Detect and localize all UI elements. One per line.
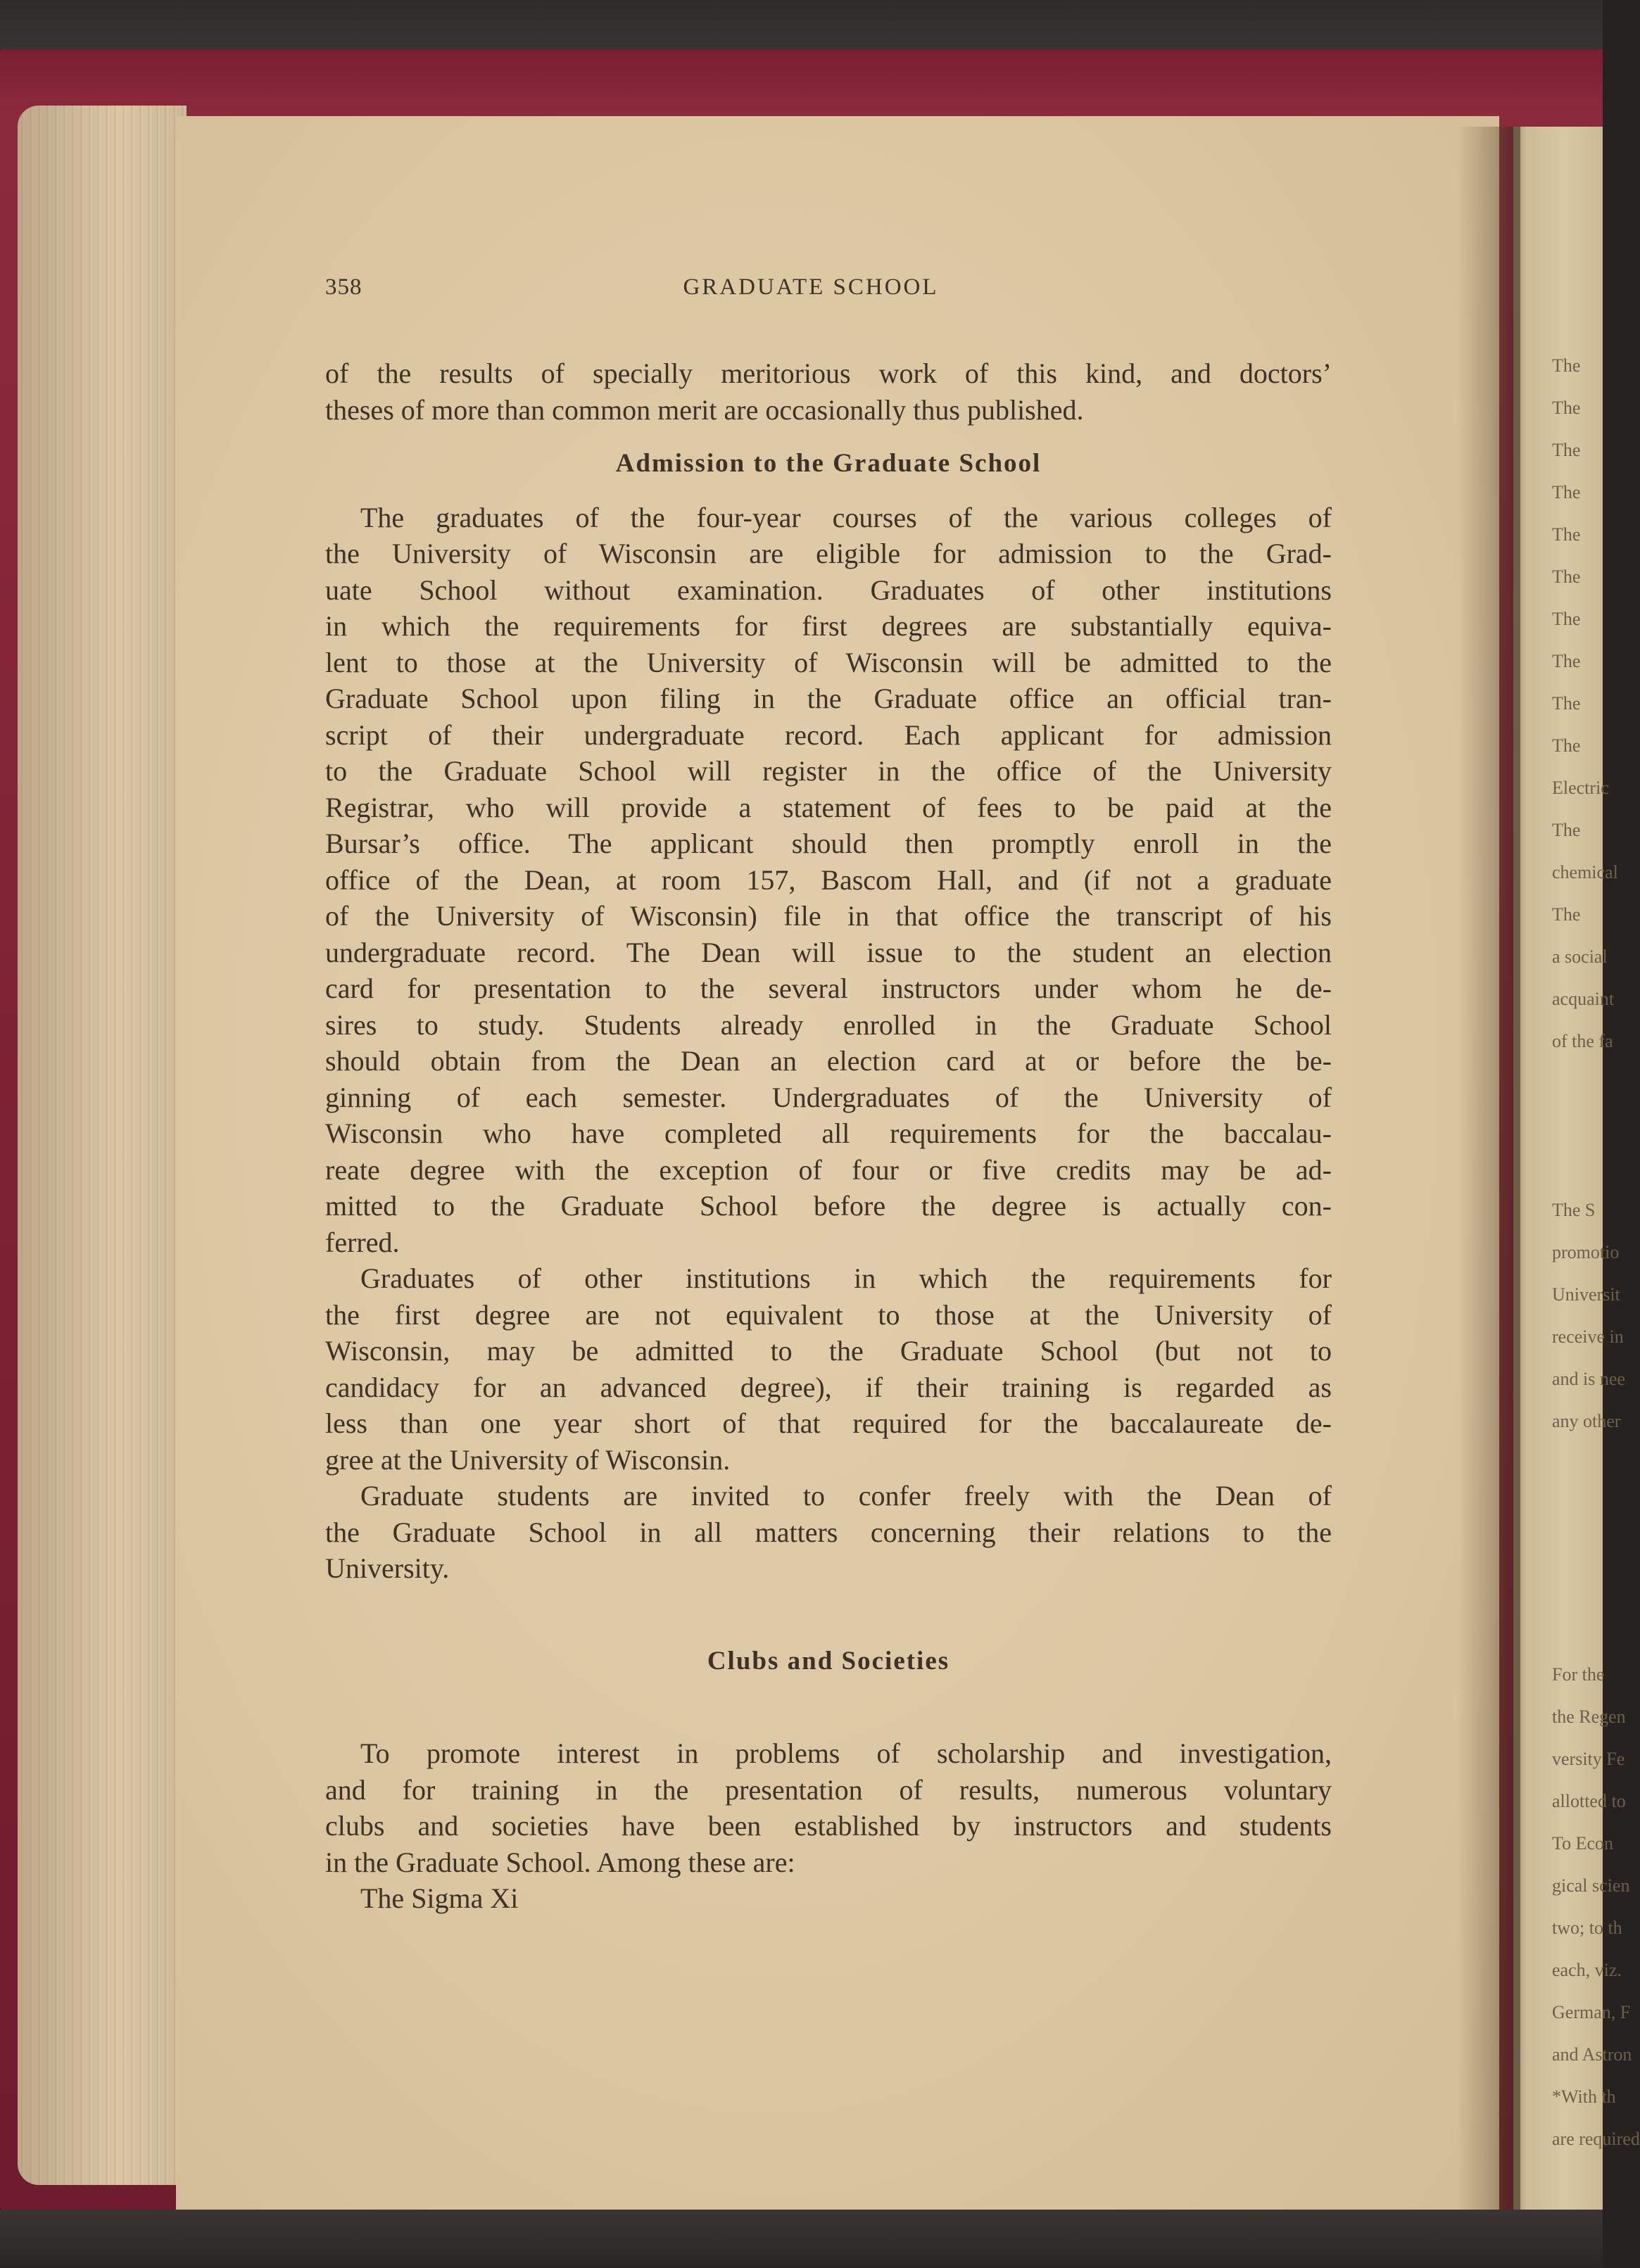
facing-page-fragment: The [1552, 693, 1581, 714]
facing-page-fragment: *With th [1552, 2086, 1616, 2107]
facing-page-fragment: For the [1552, 1664, 1605, 1685]
facing-page-fragment: Universit [1552, 1284, 1620, 1305]
facing-page-fragment: The [1552, 820, 1581, 840]
facing-page-fragment: The [1552, 440, 1581, 460]
page-number: 358 [325, 274, 362, 300]
running-title: GRADUATE SCHOOL [683, 274, 939, 300]
facing-page-fragment: allotted to [1552, 1791, 1626, 1811]
text-line: less than one year short of that required for the baccalaureate de- [325, 1407, 1332, 1439]
facing-page-fragment: gical scien [1552, 1875, 1630, 1896]
text-line: University. [325, 1552, 450, 1584]
text-line: Wisconsin who have completed all requirements for the baccalau- [325, 1117, 1332, 1149]
facing-page-fragment [1552, 1485, 1603, 1527]
text-line: in which the requirements for first degrees are substantially equiva- [325, 610, 1332, 642]
page-block-shade [18, 106, 187, 2185]
facing-page-fragment: are required [1552, 2129, 1640, 2149]
facing-page-fragment [1552, 1105, 1603, 1147]
facing-page-fragment: two; to th [1552, 1918, 1622, 1938]
text-line: of the results of specially meritorious work of this kind, and doctors’ [325, 357, 1332, 389]
text-line: of the University of Wisconsin) file in that office the transcript of his [325, 900, 1332, 932]
text-line: The graduates of the four-year courses of the various colleges of [360, 501, 1332, 533]
text-line: the first degree are not equivalent to those at the University of [325, 1298, 1332, 1331]
facing-page-fragment: any other [1552, 1411, 1621, 1431]
facing-page-fragment: To Econ [1552, 1833, 1613, 1854]
text-line: ferred. [325, 1226, 400, 1258]
book-page [176, 116, 1499, 2210]
text-line: gree at the University of Wisconsin. [325, 1443, 731, 1476]
text-line: clubs and societies have been established by instructors and students [325, 1810, 1332, 1842]
text-line: card for presentation to the several instructors under whom he de- [325, 973, 1332, 1004]
text-line: theses of more than common merit are occasionally thus published. [325, 393, 1084, 426]
facing-page-fragment [1552, 1063, 1603, 1105]
facing-page-fragment [1552, 1443, 1603, 1485]
text-line: mitted to the Graduate School before the degree is actually con- [325, 1190, 1332, 1222]
facing-page-text [1552, 345, 1640, 2160]
text-line: office of the Dean, at room 157, Bascom Hall, and (if not a graduate [325, 863, 1332, 896]
facing-page-fragment: the Regen [1552, 1706, 1626, 1727]
clubs-heading: Clubs and Societies [707, 1646, 950, 1675]
text-line: should obtain from the Dean an election card at or before the be- [325, 1045, 1332, 1077]
facing-page-fragment: a social [1552, 946, 1608, 967]
text-line: to the Graduate School will register in the office of the University [325, 755, 1332, 787]
text-line: the Graduate School in all matters concerning their relations to the [325, 1516, 1332, 1548]
list-item-sigma-xi: The Sigma Xi [360, 1882, 519, 1914]
text-line: Wisconsin, may be admitted to the Graduate School (but not to [325, 1335, 1332, 1367]
text-line: candidacy for an advanced degree), if their training is regarded as [325, 1371, 1332, 1403]
facing-page-fragment: The S [1552, 1200, 1596, 1220]
text-line: Registrar, who will provide a statement of fees to be paid at the [325, 791, 1332, 823]
admission-paragraph-3 [325, 1478, 1332, 1587]
facing-page-fragment: and Astron [1552, 2044, 1632, 2065]
text-line: lent to those at the University of Wisconsin will be admitted to the [325, 646, 1332, 678]
facing-page-fragment: promotio [1552, 1242, 1620, 1262]
facing-page-fragment: Electric [1552, 778, 1609, 798]
facing-page-fragment: chemical [1552, 862, 1618, 882]
facing-page-fragment [1552, 1147, 1603, 1189]
facing-page-fragment: The [1552, 482, 1581, 502]
admission-paragraph-2 [325, 1260, 1332, 1478]
facing-page-fragment: versity Fe [1552, 1749, 1625, 1769]
facing-page-fragment: acquaint [1552, 989, 1615, 1009]
facing-page-fragment: The [1552, 566, 1581, 587]
backdrop-bottom [0, 2210, 1603, 2268]
facing-page-fragment: The [1552, 355, 1581, 376]
facing-page-fragment: of the fa [1552, 1031, 1613, 1051]
text-line: reate degree with the exception of four or five credits may be ad- [325, 1153, 1332, 1186]
backdrop-top [0, 0, 1603, 56]
text-line: sires to study. Students already enrolled in the Graduate School [325, 1008, 1332, 1041]
body-text [325, 355, 1332, 1917]
text-line: undergraduate record. The Dean will issue to the student an election [325, 936, 1332, 968]
facing-page-fragment: The [1552, 398, 1581, 418]
text-line: Graduates of other institutions in which the requirements for [360, 1262, 1332, 1294]
facing-page-fragment: The [1552, 735, 1581, 756]
text-line: Graduate students are invited to confer freely with the Dean of [360, 1480, 1332, 1512]
admission-heading: Admission to the Graduate School [615, 449, 1042, 478]
text-line: uate School without examination. Graduates of other institutions [325, 574, 1332, 606]
facing-page-fragment: and is nee [1552, 1369, 1625, 1389]
text-line: To promote interest in problems of scholarship and investigation, [360, 1737, 1332, 1769]
text-line: in the Graduate School. Among these are: [325, 1846, 795, 1878]
facing-page-fragment: The [1552, 904, 1581, 925]
intro-paragraph [325, 355, 1332, 428]
text-line: Graduate School upon filing in the Graduate office an official tran- [325, 683, 1332, 714]
facing-page-fragment [1552, 1527, 1603, 1569]
clubs-paragraph-1 [325, 1735, 1332, 1880]
running-head [325, 274, 1332, 310]
gutter-shadow [1457, 127, 1520, 2210]
facing-page-fragment: German, F [1552, 2002, 1631, 2022]
text-line: and for training in the presentation of results, numerous voluntary [325, 1773, 1332, 1806]
text-line: ginning of each semester. Undergraduates of the University of [325, 1081, 1332, 1113]
facing-page-fragment [1552, 1611, 1603, 1654]
facing-page-fragment: The [1552, 609, 1581, 629]
text-line: Bursar’s office. The applicant should then promptly enroll in the [325, 828, 1332, 859]
facing-page-fragment [1552, 1569, 1603, 1611]
admission-paragraph-1 [325, 500, 1332, 1261]
facing-page-fragment: The [1552, 651, 1581, 671]
text-line: script of their undergraduate record. Each applicant for admission [325, 718, 1332, 751]
text-line: the University of Wisconsin are eligible for admission to the Grad- [325, 538, 1332, 569]
facing-page-fragment: The [1552, 524, 1581, 545]
facing-page-fragment: each, viz. [1552, 1960, 1622, 1980]
facing-page-fragment: receive in [1552, 1326, 1624, 1347]
